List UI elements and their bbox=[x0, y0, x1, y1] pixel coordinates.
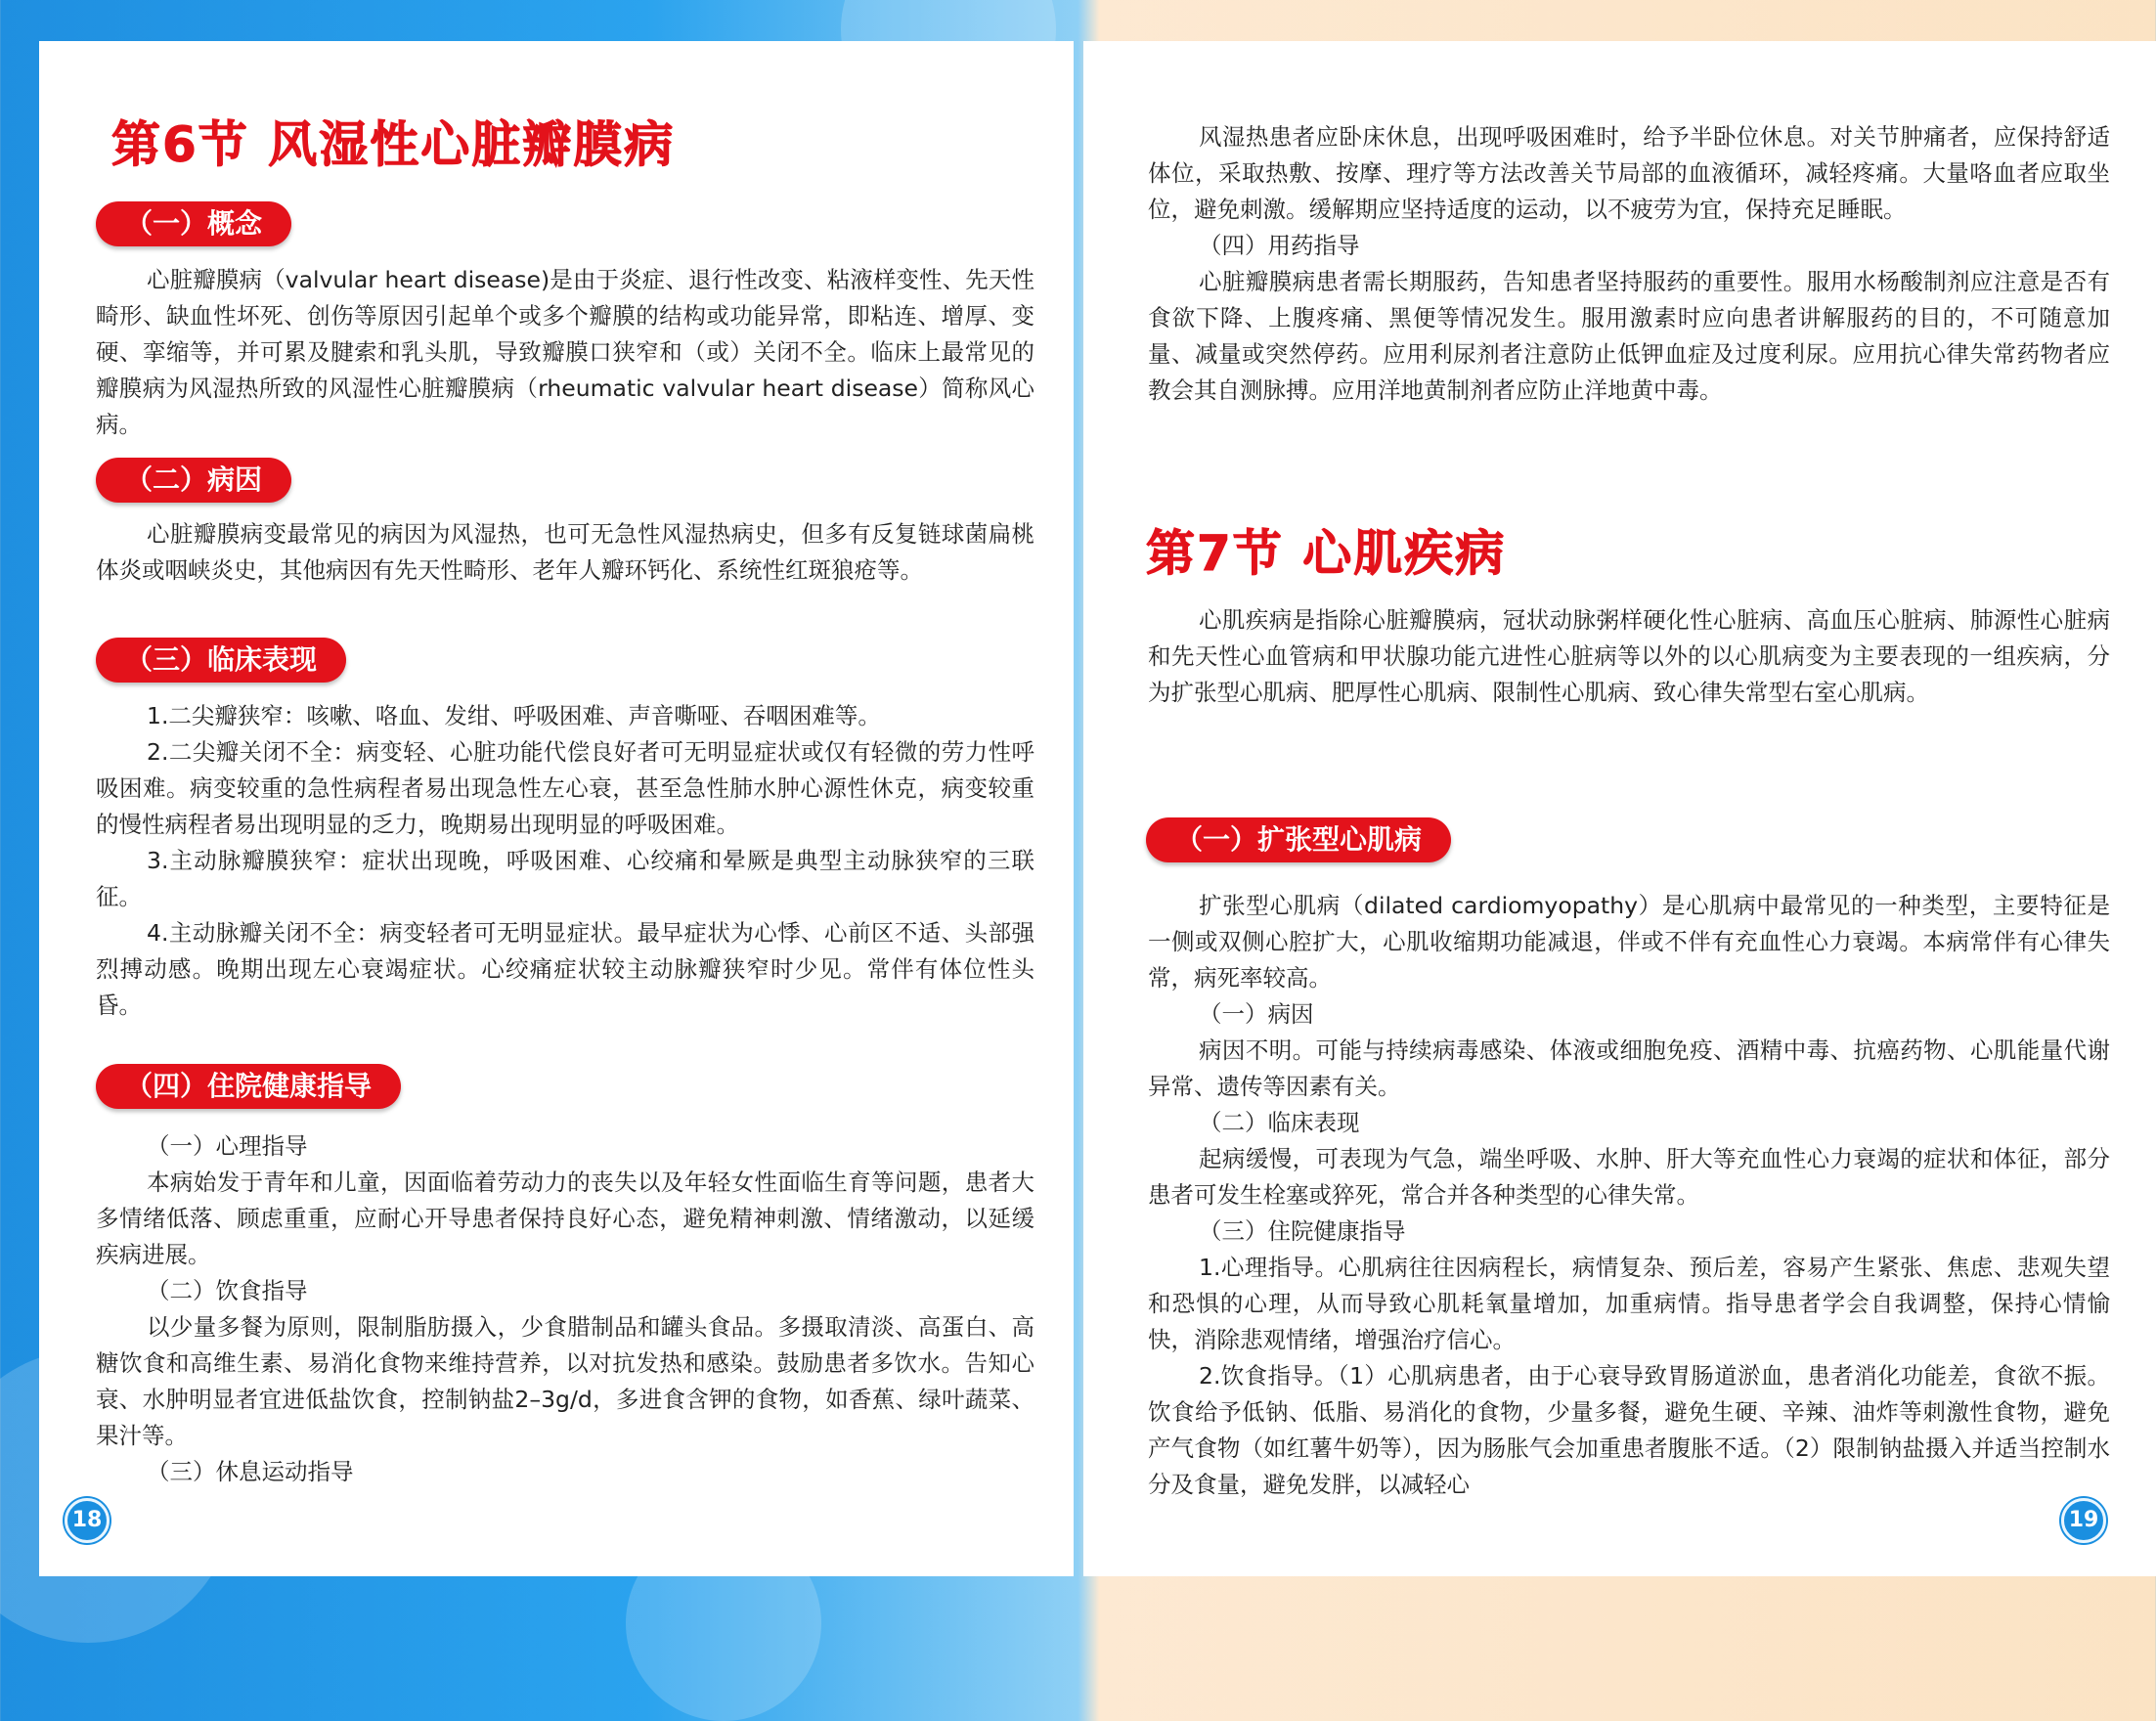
heading-dcm: （一）扩张型心肌病 bbox=[1146, 817, 1451, 862]
page-number: 18 bbox=[65, 1498, 110, 1543]
heading-guidance: （四）住院健康指导 bbox=[96, 1064, 401, 1109]
guidance-text bbox=[96, 1128, 1034, 1490]
paragraph: 病因不明。可能与持续病毒感染、体液或细胞免疫、酒精中毒、抗癌药物、心肌能量代谢异常、遗传等因素有关。 bbox=[1148, 1037, 2110, 1100]
paragraph: 心脏瓣膜病患者需长期服药，告知患者坚持服药的重要性。服用水杨酸制剂应注意是否有食欲下降、上腹疼痛、黑便等情况发生。服用激素时应向患者讲解服药的目的，不可随意加量、减量或突然停药。应用利尿剂者注意防止低钾血症及过度利尿。应用抗心律失常药物者应教会其自测脉搏。应用洋地黄制剂者应防止洋地黄中毒。 bbox=[1148, 268, 2110, 404]
paragraph: 风湿热患者应卧床休息，出现呼吸困难时，给予半卧位休息。对关节肿痛者，应保持舒适体位，采取热敷、按摩、理疗等方法改善关节局部的血液循环，减轻疼痛。大量咯血者应取坐位，避免刺激。缓解期应坚持适度的运动，以不疲劳为宜，保持充足睡眠。 bbox=[1148, 123, 2110, 223]
cause-text bbox=[96, 516, 1034, 589]
intro-text bbox=[1148, 602, 2110, 711]
rest-guidance-text bbox=[1148, 119, 2110, 409]
list-item: 3.主动脉瓣膜狭窄：症状出现晚，呼吸困难、心绞痛和晕厥是典型主动脉狭窄的三联征。 bbox=[96, 847, 1034, 910]
subheading: （三）住院健康指导 bbox=[1199, 1217, 1406, 1245]
heading-cause: （二）病因 bbox=[96, 458, 291, 503]
paragraph: 本病始发于青年和儿童，因面临着劳动力的丧失以及年轻女性面临生育等问题，患者大多情绪低落、顾虑重重，应耐心开导患者保持良好心态，避免精神刺激、情绪激动，以延缓疾病进展。 bbox=[96, 1169, 1034, 1268]
section-title: 第7节 心肌疾病 bbox=[1146, 525, 1507, 582]
paragraph: 1.心理指导。心肌病往往因病程长，病情复杂、预后差，容易产生紧张、焦虑、悲观失望和恐惧的心理，从而导致心肌耗氧量增加，加重病情。指导患者学会自我调整，保持心情愉快，消除悲观情绪，增强治疗信心。 bbox=[1148, 1254, 2110, 1353]
subheading: （一）心理指导 bbox=[147, 1132, 308, 1160]
section-title: 第6节 风湿性心脏瓣膜病 bbox=[111, 116, 676, 173]
concept-text bbox=[96, 262, 1034, 443]
paragraph: 2.饮食指导。（1）心肌病患者，由于心衰导致胃肠道淤血，患者消化功能差，食欲不振。饮食给予低钠、低脂、易消化的食物，少量多餐，避免生硬、辛辣、油炸等刺激性食物，避免产气食物（如红薯牛奶等），因为肠胀气会加重患者腹胀不适。（2）限制钠盐摄入并适当控制水分及食量，避免发胖，以减轻心 bbox=[1148, 1362, 2110, 1498]
subheading: （一）病因 bbox=[1199, 1000, 1314, 1028]
paragraph: 心脏瓣膜病（valvular heart disease)是由于炎症、退行性改变、粘液样变性、先天性畸形、缺血性坏死、创伤等原因引起单个或多个瓣膜的结构或功能异常，即粘连、增厚、变硬、挛缩等，并可累及腱索和乳头肌，导致瓣膜口狭窄和（或）关闭不全。临床上最常见的瓣膜病为风湿热所致的风湿性心脏瓣膜病（rheumatic valvular heart disease）简称风心病。 bbox=[96, 266, 1034, 438]
subheading: （二）饮食指导 bbox=[147, 1277, 308, 1304]
right-page bbox=[1083, 41, 2156, 1576]
paragraph: 扩张型心肌病（dilated cardiomyopathy）是心肌病中最常见的一种类型，主要特征是一侧或双侧心腔扩大，心肌收缩期功能减退，伴或不伴有充血性心力衰竭。本病常伴有心律失常，病死率较高。 bbox=[1148, 892, 2110, 992]
paragraph: 以少量多餐为原则，限制脂肪摄入，少食腊制品和罐头食品。多摄取清淡、高蛋白、高糖饮食和高维生素、易消化食物来维持营养，以对抗发热和感染。鼓励患者多饮水。告知心衰、水肿明显者宜进低盐饮食，控制钠盐2–3g/d，多进食含钾的食物，如香蕉、绿叶蔬菜、果汁等。 bbox=[96, 1313, 1034, 1449]
subheading: （三）休息运动指导 bbox=[147, 1458, 354, 1485]
paragraph: 心肌疾病是指除心脏瓣膜病，冠状动脉粥样硬化性心脏病、高血压心脏病、肺源性心脏病和先天性心血管病和甲状腺功能亢进性心脏病等以外的以心肌病变为主要表现的一组疾病，分为扩张型心肌病、肥厚性心肌病、限制性心肌病、致心律失常型右室心肌病。 bbox=[1148, 606, 2110, 706]
page-number: 19 bbox=[2061, 1498, 2106, 1543]
subheading: （四）用药指导 bbox=[1199, 232, 1360, 259]
list-item: 2.二尖瓣关闭不全：病变轻、心脏功能代偿良好者可无明显症状或仅有轻微的劳力性呼吸困难。病变较重的急性病程者易出现急性左心衰，甚至急性肺水肿心源性休克，病变较重的慢性病程者易出现明显的乏力，晚期易出现明显的呼吸困难。 bbox=[96, 738, 1034, 838]
paragraph: 心脏瓣膜病变最常见的病因为风湿热，也可无急性风湿热病史，但多有反复链球菌扁桃体炎或咽峡炎史，其他病因有先天性畸形、老年人瓣环钙化、系统性红斑狼疮等。 bbox=[96, 520, 1034, 584]
list-item: 1.二尖瓣狭窄：咳嗽、咯血、发绀、呼吸困难、声音嘶哑、吞咽困难等。 bbox=[147, 702, 881, 729]
clinical-text bbox=[96, 698, 1034, 1024]
heading-clinical: （三）临床表现 bbox=[96, 638, 346, 683]
paragraph: 起病缓慢，可表现为气急，端坐呼吸、水肿、肝大等充血性心力衰竭的症状和体征，部分患者可发生栓塞或猝死，常合并各种类型的心律失常。 bbox=[1148, 1145, 2110, 1209]
list-item: 4.主动脉瓣关闭不全：病变轻者可无明显症状。最早症状为心悸、心前区不适、头部强烈搏动感。晚期出现左心衰竭症状。心绞痛症状较主动脉瓣狭窄时少见。常伴有体位性头昏。 bbox=[96, 919, 1034, 1019]
left-page bbox=[39, 41, 1074, 1576]
subheading: （二）临床表现 bbox=[1199, 1109, 1360, 1136]
heading-concept: （一）概念 bbox=[96, 201, 291, 246]
dcm-text bbox=[1148, 888, 2110, 1503]
